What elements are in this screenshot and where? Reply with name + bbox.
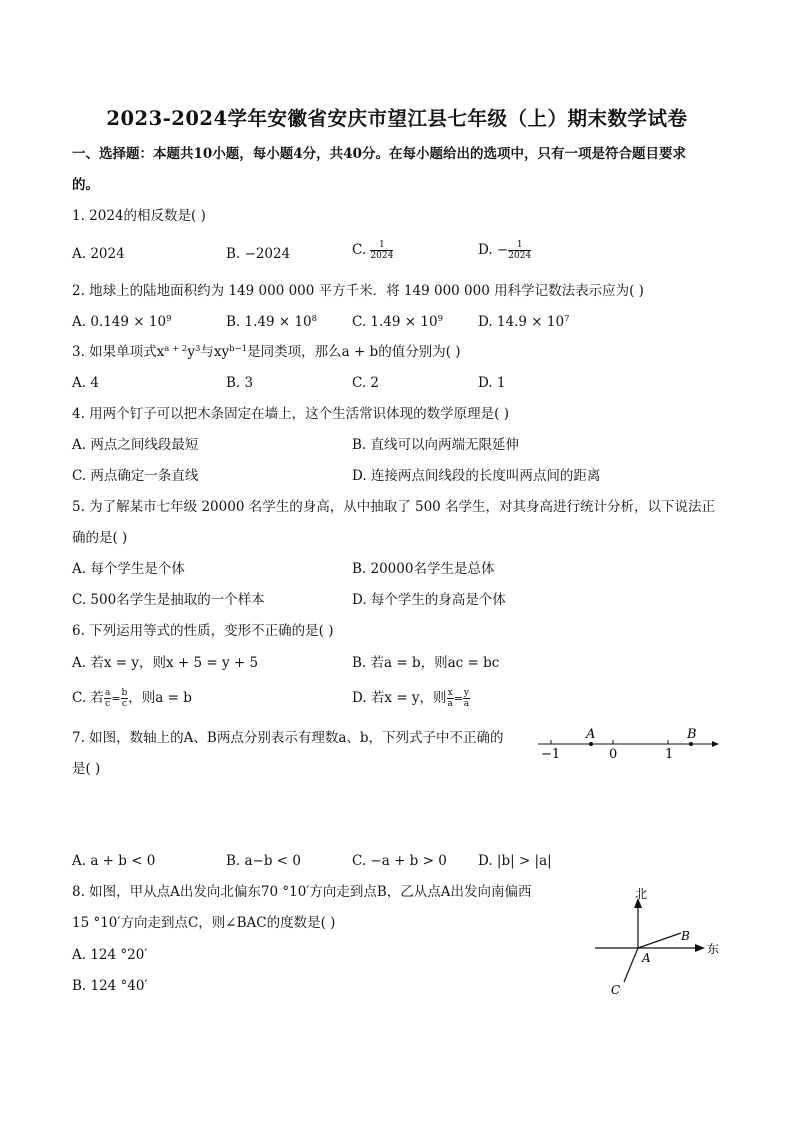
exponent: 9: [166, 314, 172, 324]
point-b-dot: [689, 742, 693, 746]
question-2-option-b: [226, 313, 317, 331]
tick-label-0: 0: [609, 747, 618, 762]
question-1-option-a: A. 2024: [72, 246, 125, 262]
option-base: D. 14.9 × 10: [478, 314, 565, 330]
question-3-option-d: D. 1: [478, 375, 506, 391]
stem-part: 与xy: [200, 344, 230, 360]
equals-sign: =: [111, 692, 121, 705]
question-2-stem: 2. 地球上的陆地面积约为 149 000 000 平方千米．将 149 000 000 用科学记数法表示应为( ): [72, 283, 644, 299]
option-c-label: C. 若: [72, 690, 104, 706]
point-a-dot: [589, 742, 593, 746]
question-7-option-b: B. a−b < 0: [226, 853, 301, 869]
question-7-option-a: A. a + b < 0: [72, 853, 156, 869]
question-4-option-b: B. 直线可以向两端无限延伸: [352, 437, 520, 453]
option-base: B. 1.49 × 10: [226, 314, 312, 330]
arrow-right-icon: [712, 741, 719, 747]
ray-ab: [638, 933, 681, 948]
equals-sign: =: [453, 692, 463, 705]
question-4-option-a: A. 两点之间线段最短: [72, 437, 199, 453]
compass-direction-figure: [585, 880, 725, 998]
question-2-option-a: [72, 313, 171, 331]
question-3-option-c: C. 2: [352, 375, 380, 391]
fraction-numerator: 1: [370, 240, 393, 251]
option-c-suffix: ，则a = b: [128, 690, 192, 706]
question-6-option-c: [72, 688, 192, 709]
question-1-option-d: [478, 240, 531, 261]
question-5-option-b: B. 20000名学生是总体: [352, 561, 495, 577]
question-8-option-a: A. 124 °20′: [72, 947, 148, 963]
exponent: 9: [437, 314, 443, 324]
question-3-option-b: B. 3: [226, 375, 254, 391]
question-6-option-a: A. 若x = y，则x + 5 = y + 5: [72, 655, 259, 671]
question-5-stem-line2: 确的是( ): [72, 530, 128, 546]
tick-label-1: 1: [665, 747, 674, 762]
fraction-numerator: 1: [508, 240, 531, 251]
east-label: 东: [707, 942, 720, 956]
arrow-right-icon: [695, 944, 705, 952]
question-7-option-d: D. |b| > |a|: [478, 853, 552, 869]
fraction-denominator: a: [463, 699, 470, 709]
option-base: C. 1.49 × 10: [352, 314, 438, 330]
question-5-stem-line1: 5. 为了解某市七年级 20000 名学生的身高，从中抽取了 500 名学生，对其身高进行统计分析，以下说法正: [72, 499, 716, 515]
exponent: 8: [311, 314, 318, 324]
exam-title: 2023-2024学年安徽省安庆市望江县七年级（上）期末数学试卷: [106, 107, 688, 130]
fraction-denominator: 2024: [370, 251, 394, 261]
fraction-denominator: a: [447, 699, 453, 709]
fraction-denominator: 2024: [508, 251, 532, 261]
ray-ac: [624, 948, 638, 982]
question-8-stem-line1: 8. 如图，甲从点A出发向北偏东70 °10′方向走到点B，乙从点A出发向南偏西: [72, 884, 532, 900]
fraction: [447, 688, 454, 709]
question-7-stem-line1: 7. 如图，数轴上的A、B两点分别表示有理数a、b，下列式子中不正确的: [72, 730, 504, 746]
fraction-denominator: c: [121, 699, 127, 709]
section-heading-line1: 一、选择题：本题共10小题，每小题4分，共40分。在每小题给出的选项中，只有一项是符合题目要求: [72, 146, 686, 162]
question-3-option-a: A. 4: [72, 375, 99, 391]
question-5-option-d: D. 每个学生的身高是个体: [352, 592, 506, 608]
exponent: 7: [564, 314, 570, 324]
tick-label-neg1: −1: [541, 747, 561, 762]
question-7-option-c: C. −a + b > 0: [352, 853, 447, 869]
question-3-stem: [72, 343, 461, 361]
fraction-numerator: y: [463, 688, 469, 698]
fraction-numerator: x: [447, 688, 453, 698]
point-a-label: A: [642, 951, 651, 965]
question-2-option-d: [478, 313, 569, 331]
fraction-numerator: b: [121, 688, 128, 698]
exponent: a + 2: [164, 344, 188, 354]
question-5-option-c: C. 500名学生是抽取的一个样本: [72, 592, 265, 608]
point-b-label: B: [687, 727, 697, 742]
exponent: 3: [194, 344, 201, 354]
question-6-option-d: [352, 688, 470, 709]
number-line-figure: [530, 722, 725, 764]
stem-part: 是同类项，那么a + b的值分别为( ): [247, 344, 461, 360]
exponent: b−1: [229, 344, 248, 354]
north-label: 北: [635, 887, 648, 901]
question-8-stem-line2: 15 °10′方向走到点C，则∠BAC的度数是( ): [72, 915, 336, 931]
stem-part: 3. 如果单项式x: [72, 344, 165, 360]
fraction-denominator: c: [105, 699, 111, 709]
question-4-option-c: C. 两点确定一条直线: [72, 468, 199, 484]
fraction: [508, 240, 531, 261]
section-heading-line2: 的。: [72, 177, 99, 193]
question-8-option-b: B. 124 °40′: [72, 978, 148, 994]
fraction: [370, 240, 393, 261]
question-7-stem-line2: 是( ): [72, 761, 101, 777]
option-d-label: D. 若x = y，则: [352, 690, 447, 706]
question-4-option-d: D. 连接两点间线段的长度叫两点间的距离: [352, 468, 601, 484]
question-5-option-a: A. 每个学生是个体: [72, 561, 185, 577]
question-1-stem: 1. 2024的相反数是( ): [72, 208, 206, 224]
stem-part: y: [187, 344, 195, 360]
point-a-label: A: [586, 727, 596, 742]
option-base: A. 0.149 × 10: [72, 314, 167, 330]
question-6-stem: 6. 下列运用等式的性质，变形不正确的是( ): [72, 623, 334, 639]
question-1-option-b: B. −2024: [226, 246, 291, 262]
fraction-numerator: a: [104, 688, 111, 698]
question-6-option-b: B. 若a = b，则ac = bc: [352, 655, 500, 671]
question-2-option-c: [352, 313, 443, 331]
question-1-option-c: [352, 240, 393, 261]
option-c-label: C.: [352, 242, 371, 258]
question-4-stem: 4. 用两个钉子可以把木条固定在墙上，这个生活常识体现的数学原理是( ): [72, 406, 509, 422]
point-c-label: C: [611, 983, 621, 997]
point-b-label: B: [681, 929, 690, 943]
option-d-label: D. −: [478, 242, 509, 258]
fraction: [463, 688, 470, 709]
